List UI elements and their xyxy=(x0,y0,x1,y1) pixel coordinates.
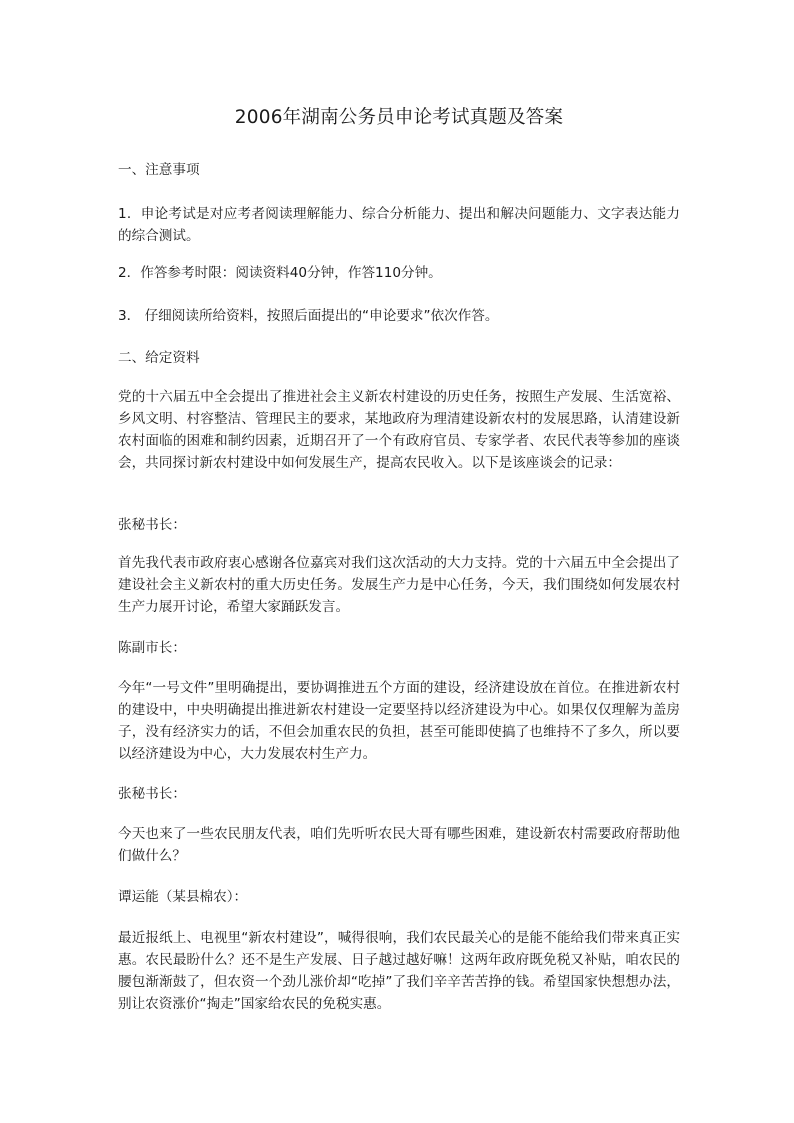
speaker-label: 张秘书长： xyxy=(118,786,186,802)
paragraph-note-2: 2．作答参考时限：阅读资料40分钟，作答110分钟。 xyxy=(118,265,442,281)
paragraph-note-1: 1．申论考试是对应考者阅读理解能力、综合分析能力、提出和解决问题能力、文字表达能力的综合测试。 xyxy=(118,206,680,244)
speaker-label: 陈副市长： xyxy=(118,640,186,656)
paragraph-speech: 今年“一号文件”里明确提出，要协调推进五个方面的建设，经济建设放在首位。在推进新农村的建设中，中央明确提出推进新农村建设一定要坚持以经济建设为中心。如果仅仅理解为盖房子，没有经济实力的话，不但会加重农民的负担，甚至可能即使搞了也维持不了多久，所以要以经济建设为中心，大力发展农村生产力。 xyxy=(118,680,680,762)
section-heading-notes: 一、注意事项 xyxy=(118,162,200,178)
section-heading-materials: 二、给定资料 xyxy=(118,350,200,366)
paragraph-speech: 首先我代表市政府衷心感谢各位嘉宾对我们这次活动的大力支持。党的十六届五中全会提出了建设社会主义新农村的重大历史任务。发展生产力是中心任务，今天，我们围绕如何发展农村生产力展开讨论，希望大家踊跃发言。 xyxy=(118,555,680,615)
paragraph-intro: 党的十六届五中全会提出了推进社会主义新农村建设的历史任务，按照生产发展、生活宽裕、乡风文明、村容整洁、管理民主的要求，某地政府为理清建设新农村的发展思路，认清建设新农村面临的困难和制约因素，近期召开了一个有政府官员、专家学者、农民代表等参加的座谈会，共同探讨新农村建设中如何发展生产，提高农民收入。以下是该座谈会的记录： xyxy=(118,389,680,471)
paragraph-speech: 最近报纸上、电视里“新农村建设”，喊得很响，我们农民最关心的是能不能给我们带来真正实惠。农民最盼什么？还不是生产发展、日子越过越好嘛！这两年政府既免税又补贴，咱农民的腰包渐渐鼓了，但农资一个劲儿涨价却“吃掉”了我们辛辛苦苦挣的钱。希望国家快想想办法，别让农资涨价“掏走”国家给农民的免税实惠。 xyxy=(118,930,680,1012)
document-title: 2006年湖南公务员申论考试真题及答案 xyxy=(234,107,564,128)
paragraph-speech: 今天也来了一些农民朋友代表，咱们先听听农民大哥有哪些困难，建设新农村需要政府帮助他们做什么？ xyxy=(118,826,680,864)
speaker-label: 谭运能（某县棉农）： xyxy=(118,889,248,905)
paragraph-note-3: 3． 仔细阅读所给资料，按照后面提出的“申论要求”依次作答。 xyxy=(118,308,499,324)
speaker-label: 张秘书长： xyxy=(118,517,186,533)
